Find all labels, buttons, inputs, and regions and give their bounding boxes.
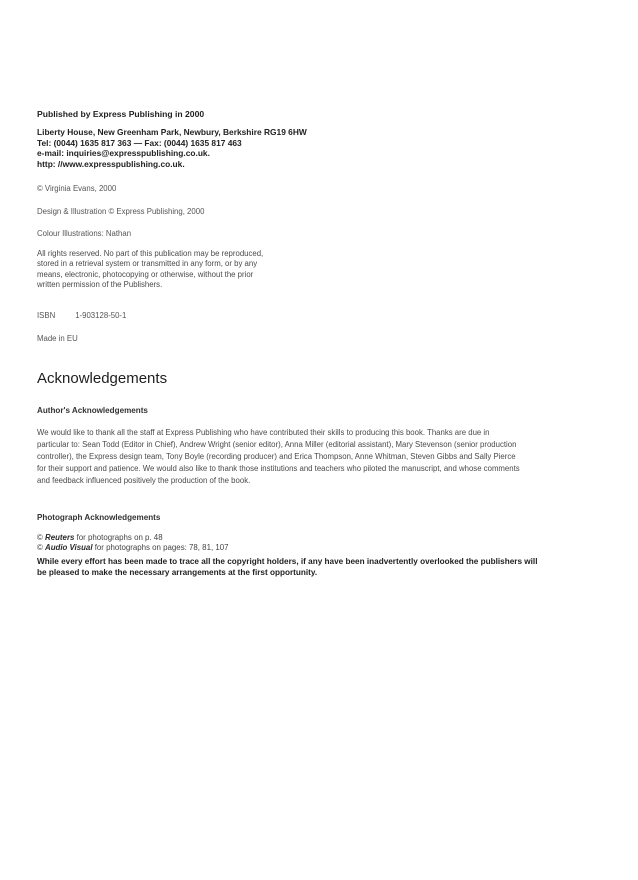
rights-line: All rights reserved. No part of this publication may be reproduced, [37, 249, 264, 258]
paragraph-line: for their support and patience. We would also like to thank those institutions and teachers who piloted the manuscript, and whose comments [37, 463, 520, 473]
isbn-label: ISBN [37, 311, 56, 320]
note-line: be pleased to make the necessary arrangements at the first opportunity. [37, 567, 318, 577]
made-in-line: Made in EU [37, 334, 78, 343]
note-line: While every effort has been made to trace all the copyright holders, if any have been inadvertently overlooked the publishers will [37, 557, 538, 566]
rights-line: stored in a retrieval system or transmitted in any form, or by any [37, 259, 258, 269]
rights-notice [37, 249, 263, 290]
copyright-symbol: © [37, 543, 46, 553]
rights-line: means, electronic, photocopying or otherwise, without the prior [37, 269, 254, 279]
photo-credit-line [37, 533, 229, 543]
photo-credit-line [37, 543, 229, 553]
paragraph-line: and feedback influenced positively the production of the book. [37, 475, 251, 485]
paragraph-line: particular to: Sean Todd (Editor in Chief), Andrew Wright (senior editor), Anna Miller (editorial assistant), Mary Stevenson (senior production [37, 439, 517, 449]
email-line: e-mail: inquiries@expresspublishing.co.uk. [37, 148, 210, 159]
paragraph-line: We would like to thank all the staff at Express Publishing who have contributed their skills to producing this book. Thanks are due in [37, 428, 490, 437]
photo-source: Reuters [45, 533, 75, 542]
author-copyright: © Virginia Evans, 2000 [37, 184, 117, 193]
paragraph-line: controller), the Express design team, Tony Boyle (recording producer) and Erica Thompson, Anne Whitman, Steven Gibbs and Sally Pierce [37, 451, 516, 461]
publisher-address [37, 127, 307, 169]
author-acknowledgements-text [37, 427, 603, 487]
photo-source: Audio Visual [45, 543, 93, 553]
design-copyright: Design & Illustration © Express Publishing, 2000 [37, 207, 205, 216]
photo-credit-text: for photographs on pages: 78, 81, 107 [92, 543, 229, 553]
author-acknowledgements-heading: Author's Acknowledgements [37, 406, 148, 415]
photo-credit-text: for photographs on p. 48 [74, 533, 163, 542]
photograph-acknowledgements-heading: Photograph Acknowledgements [37, 513, 161, 522]
copyright-symbol: © [37, 533, 46, 542]
photograph-credits [37, 533, 229, 554]
address-line: Liberty House, New Greenham Park, Newbury, Berkshire RG19 6HW [37, 127, 307, 137]
isbn-value: 1-903128-50-1 [75, 311, 127, 320]
acknowledgements-heading: Acknowledgements [37, 370, 168, 387]
copyright-holders-note [37, 557, 603, 578]
tel-fax-line: Tel: (0044) 1635 817 363 — Fax: (0044) 1635 817 463 [37, 137, 242, 148]
isbn-line [37, 311, 126, 320]
publisher-line: Published by Express Publishing in 2000 [37, 109, 205, 119]
colour-illustrations-credit: Colour Illustrations: Nathan [37, 229, 132, 238]
website-line: http: //www.expresspublishing.co.uk. [37, 158, 185, 169]
rights-line: written permission of the Publishers. [37, 279, 163, 289]
